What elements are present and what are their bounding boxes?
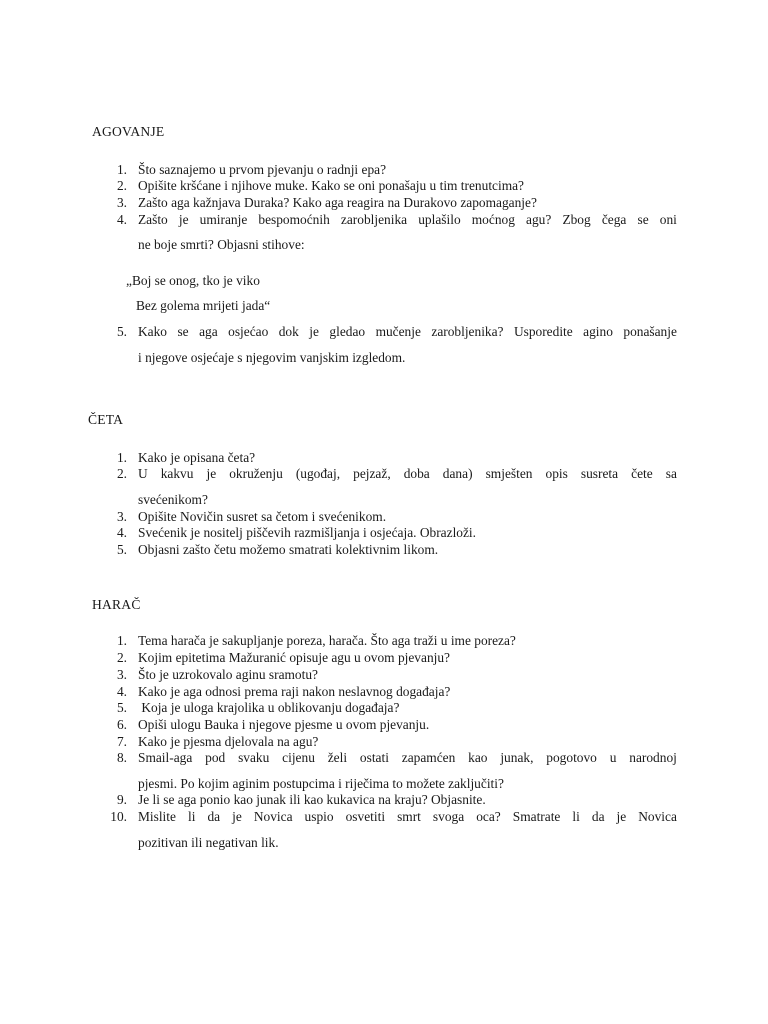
word: je bbox=[232, 809, 242, 824]
list-number: 4. bbox=[116, 684, 127, 699]
word: čega bbox=[601, 212, 627, 227]
word: mučenje bbox=[375, 324, 421, 339]
question-text: Što je uzrokovalo aginu sramotu? bbox=[138, 667, 318, 682]
word: li bbox=[187, 809, 196, 824]
question-text: Kako je opisana četa? bbox=[138, 450, 256, 465]
question-text: Opiši ulogu Bauka i njegove pjesme u ovom pjevanju. bbox=[138, 717, 430, 732]
word: je bbox=[206, 466, 217, 481]
word: (ugođaj, bbox=[295, 466, 341, 481]
word: čete bbox=[631, 466, 653, 481]
list-number: 6. bbox=[116, 717, 127, 732]
list-number: 7. bbox=[116, 734, 127, 749]
word: da bbox=[207, 809, 221, 824]
word: aga bbox=[199, 324, 218, 339]
question-text: Je li se aga ponio kao junak ili kao kukavica na kraju? Objasnite. bbox=[138, 792, 486, 807]
section-title-ceta: ČETA bbox=[88, 412, 124, 427]
question-text: Kojim epitetima Mažuranić opisuje agu u ovom pjevanju? bbox=[138, 650, 450, 665]
word: uspio bbox=[304, 809, 334, 824]
question-text: Zašto aga kažnjava Duraka? Kako aga reagira na Durakovo zapomaganje? bbox=[138, 195, 537, 210]
word: Novica bbox=[638, 809, 677, 824]
list-number: 10. bbox=[110, 809, 127, 824]
question-text bbox=[138, 750, 677, 766]
list-number: 2. bbox=[116, 466, 127, 481]
question-text: Objasni zašto četu možemo smatrati kolektivnim likom. bbox=[138, 542, 439, 557]
word: moćnog bbox=[471, 212, 515, 227]
list-number: 4. bbox=[116, 212, 127, 227]
section-title-harac: HARAČ bbox=[92, 597, 141, 612]
word: gledao bbox=[329, 324, 366, 339]
word: Zašto bbox=[138, 212, 168, 227]
word: zarobljenika? bbox=[431, 324, 504, 339]
word: oca? bbox=[476, 809, 501, 824]
word: da bbox=[591, 809, 605, 824]
word: zapamćen bbox=[401, 750, 456, 765]
question-text: Tema harača je sakupljanje poreza, harača. Što aga traži u ime poreza? bbox=[138, 633, 516, 648]
list-number: 4. bbox=[116, 525, 127, 540]
word: zarobljenika bbox=[340, 212, 408, 227]
word: je bbox=[309, 324, 319, 339]
word: cijenu bbox=[282, 750, 315, 765]
word: Kako bbox=[138, 324, 168, 339]
word: uplašilo bbox=[418, 212, 461, 227]
list-number: 5. bbox=[116, 542, 127, 557]
question-text-continuation: svećenikom? bbox=[138, 492, 208, 507]
word: dok bbox=[278, 324, 299, 339]
question-text-continuation: pozitivan ili negativan lik. bbox=[138, 835, 279, 850]
list-number: 8. bbox=[116, 750, 127, 765]
word: susreta bbox=[580, 466, 619, 481]
word: svoga bbox=[432, 809, 465, 824]
list-number: 2. bbox=[116, 178, 127, 193]
word: se bbox=[177, 324, 189, 339]
question-text bbox=[138, 212, 677, 228]
question-text: Opišite kršćane i njihove muke. Kako se oni ponašaju u tim trenutcima? bbox=[138, 178, 525, 193]
question-text-continuation: pjesmi. Po kojim aginim postupcima i riječima to možete zaključiti? bbox=[138, 776, 504, 791]
question-text bbox=[138, 466, 677, 482]
word: osvetiti bbox=[345, 809, 386, 824]
word: ponašanje bbox=[623, 324, 677, 339]
word: Novica bbox=[253, 809, 293, 824]
word: Smail-aga bbox=[138, 750, 193, 765]
word: pogotovo bbox=[546, 750, 597, 765]
question-text-continuation: ne boje smrti? Objasni stihove: bbox=[138, 237, 305, 252]
word: Usporedite bbox=[513, 324, 573, 339]
word: pejzaž, bbox=[353, 466, 391, 481]
word: se bbox=[637, 212, 649, 227]
quote-line: Bez golema mrijeti jada“ bbox=[136, 298, 271, 313]
word: smješten bbox=[485, 466, 533, 481]
word: dana) bbox=[442, 466, 473, 481]
list-number: 3. bbox=[116, 667, 127, 682]
question-text: Kako je pjesma djelovala na agu? bbox=[138, 734, 319, 749]
list-number: 3. bbox=[116, 509, 127, 524]
list-number: 9. bbox=[116, 792, 127, 807]
list-number: 1. bbox=[116, 633, 127, 648]
question-text bbox=[138, 324, 677, 340]
question-text: Što saznajemo u prvom pjevanju o radnji epa? bbox=[138, 162, 387, 177]
list-number: 5. bbox=[116, 700, 127, 715]
question-text: Koja je uloga krajolika u oblikovanju događaja? bbox=[138, 700, 400, 715]
word: je bbox=[616, 809, 627, 824]
question-text: Svećenik je nositelj piščevih razmišljanja i osjećaja. Obrazloži. bbox=[138, 525, 476, 540]
word: U bbox=[138, 466, 148, 481]
word: kao bbox=[468, 750, 488, 765]
word: bespomoćnih bbox=[258, 212, 330, 227]
list-number: 1. bbox=[116, 450, 127, 465]
word: narodnoj bbox=[629, 750, 677, 765]
word: agino bbox=[583, 324, 613, 339]
word: pod bbox=[205, 750, 226, 765]
word: umiranje bbox=[199, 212, 248, 227]
question-text bbox=[138, 809, 677, 825]
word: želi bbox=[327, 750, 348, 765]
word: opis bbox=[545, 466, 568, 481]
list-number: 1. bbox=[116, 162, 127, 177]
word: junak, bbox=[500, 750, 534, 765]
word: okruženju bbox=[229, 466, 283, 481]
word: smrt bbox=[397, 809, 421, 824]
quote-line: „Boj se onog, tko je viko bbox=[126, 273, 260, 288]
word: ostati bbox=[359, 750, 389, 765]
word: je bbox=[178, 212, 189, 227]
word: svaku bbox=[238, 750, 270, 765]
list-number: 2. bbox=[116, 650, 127, 665]
list-number: 5. bbox=[116, 324, 127, 339]
list-number: 3. bbox=[116, 195, 127, 210]
word: oni bbox=[659, 212, 677, 227]
word: Smatrate bbox=[512, 809, 561, 824]
word: osjećao bbox=[228, 324, 269, 339]
word: u bbox=[609, 750, 617, 765]
word: agu? bbox=[526, 212, 552, 227]
question-text-continuation: i njegove osjećaje s njegovim vanjskim izgledom. bbox=[138, 350, 406, 365]
section-title-agovanje: AGOVANJE bbox=[92, 124, 165, 139]
word: sa bbox=[665, 466, 677, 481]
word: doba bbox=[403, 466, 430, 481]
word: kakvu bbox=[160, 466, 194, 481]
question-text: Kako je aga odnosi prema raji nakon neslavnog događaja? bbox=[138, 684, 451, 699]
word: Zbog bbox=[562, 212, 591, 227]
question-text: Opišite Novičin susret sa četom i svećenikom. bbox=[138, 509, 387, 524]
word: Mislite bbox=[138, 809, 176, 824]
word: li bbox=[572, 809, 580, 824]
